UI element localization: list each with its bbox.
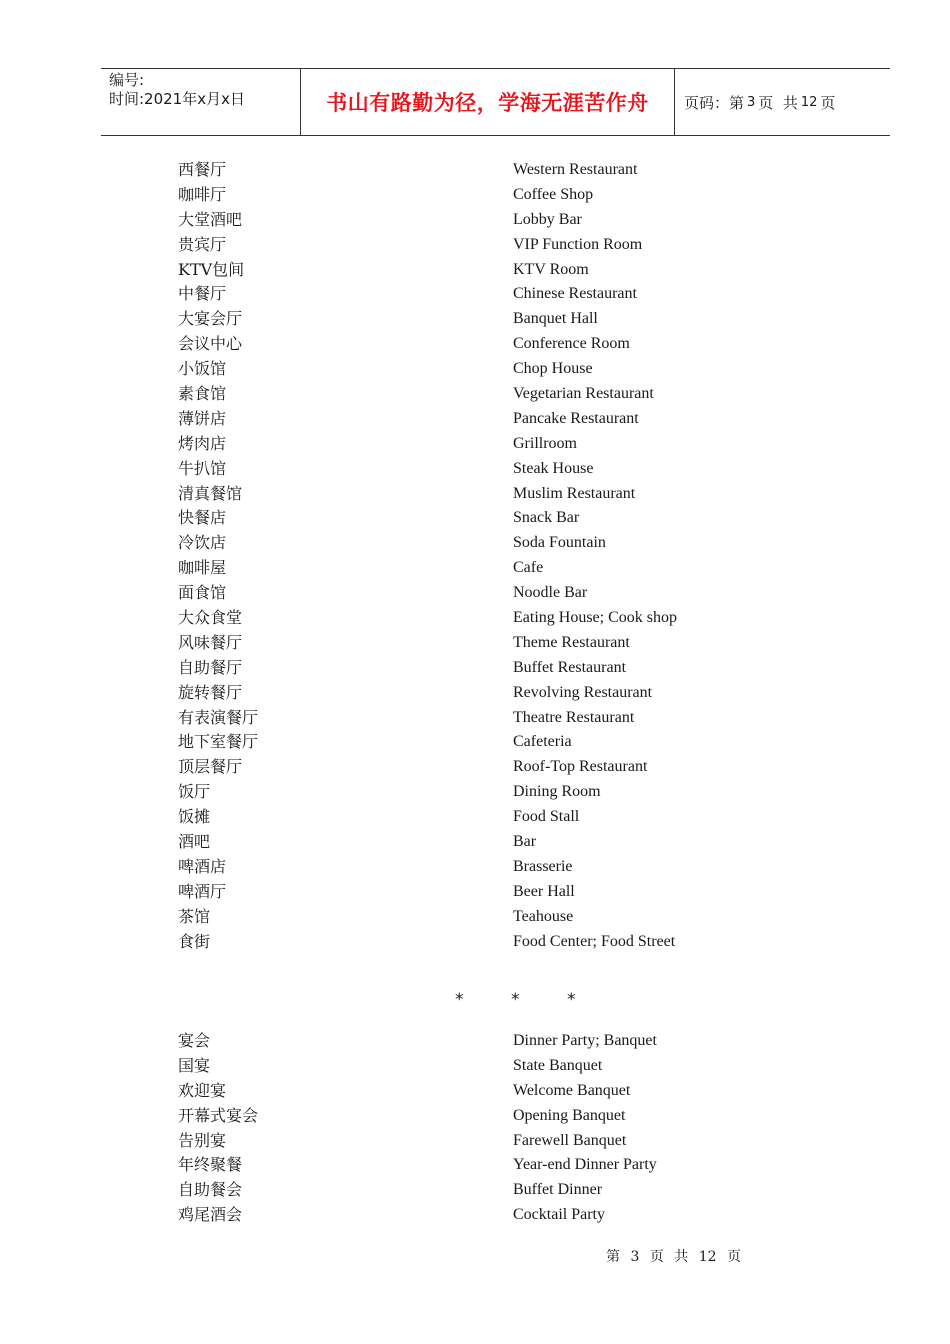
term-row [178, 407, 778, 432]
term-row [178, 258, 778, 283]
term-row [178, 1029, 778, 1054]
footer-current: 3 [630, 1249, 640, 1265]
term-english: Eating House; Cook shop [513, 609, 677, 627]
term-chinese: 西餐厅 [178, 160, 227, 179]
term-english: Coffee Shop [513, 185, 594, 203]
term-english: KTV Room [513, 260, 589, 278]
term-row [178, 307, 778, 332]
term-english: Western Restaurant [513, 161, 638, 178]
page-mid: 页 共 [758, 93, 798, 112]
footer-prefix: 第 [606, 1249, 620, 1265]
term-chinese: 顶层餐厅 [178, 757, 243, 777]
term-english: State Banquet [513, 1056, 603, 1074]
page-footer [604, 1246, 743, 1266]
term-row [178, 556, 778, 581]
term-row [178, 1054, 778, 1079]
term-chinese: 欢迎宴 [178, 1080, 227, 1100]
term-chinese: 饭厅 [178, 782, 211, 802]
term-chinese: 小饭馆 [178, 359, 227, 379]
term-row [178, 1203, 778, 1228]
header-page-info [675, 69, 890, 135]
term-english: Teahouse [513, 907, 574, 925]
term-chinese: 国宴 [178, 1055, 211, 1075]
term-english: Dinner Party; Banquet [513, 1032, 657, 1049]
page-suffix: 页 [820, 93, 836, 112]
term-english: Banquet Hall [513, 310, 598, 328]
term-row [178, 780, 778, 805]
term-row [178, 930, 778, 955]
term-english: Steak House [513, 459, 594, 477]
date-label: 时间:2021年x月x日 [109, 90, 245, 108]
term-english: Bar [513, 833, 537, 851]
term-row [178, 656, 778, 681]
term-chinese: 清真餐馆 [178, 483, 243, 503]
term-english: Chinese Restaurant [513, 285, 637, 303]
term-english: Theme Restaurant [513, 633, 630, 651]
separator-star: * [511, 990, 520, 1010]
term-english: Revolving Restaurant [513, 683, 653, 701]
term-row [178, 357, 778, 382]
term-row [178, 158, 778, 183]
term-english: Grillroom [513, 434, 577, 452]
term-english: Buffet Dinner [513, 1181, 603, 1199]
term-chinese: 酒吧 [178, 832, 211, 852]
term-english: Welcome Banquet [513, 1081, 631, 1099]
term-chinese: 薄饼店 [178, 408, 227, 428]
term-english: Farewell Banquet [513, 1131, 627, 1149]
term-chinese: 大堂酒吧 [178, 209, 243, 229]
term-chinese: 旋转餐厅 [178, 682, 243, 702]
term-english: Conference Room [513, 335, 630, 353]
term-chinese: 开幕式宴会 [178, 1105, 259, 1125]
term-chinese: 自助餐厅 [178, 657, 243, 677]
term-english: Food Center; Food Street [513, 932, 676, 950]
term-english: Soda Fountain [513, 534, 606, 552]
term-english: Lobby Bar [513, 210, 582, 228]
term-row [178, 631, 778, 656]
term-chinese: 饭摊 [178, 807, 211, 827]
term-row [178, 282, 778, 307]
term-chinese: 啤酒店 [178, 856, 227, 876]
term-chinese: 啤酒厅 [178, 881, 227, 901]
term-english: Opening Banquet [513, 1106, 626, 1124]
term-row [178, 1153, 778, 1178]
term-row [178, 332, 778, 357]
term-english: Cocktail Party [513, 1206, 605, 1224]
term-english: Noodle Bar [513, 584, 588, 602]
term-chinese: 自助餐会 [178, 1180, 243, 1200]
term-chinese: 面食馆 [178, 583, 227, 603]
serial-label: 编号: [109, 71, 145, 89]
page-current: 3 [747, 94, 756, 110]
page-prefix: 页码：第 [684, 93, 745, 112]
term-row [178, 482, 778, 507]
term-english: Buffet Restaurant [513, 658, 627, 676]
separator-star: * [455, 990, 464, 1010]
term-chinese: 茶馆 [178, 906, 211, 926]
term-row [178, 805, 778, 830]
term-row [178, 880, 778, 905]
term-chinese: 有表演餐厅 [178, 707, 259, 727]
term-english: Cafe [513, 559, 544, 577]
term-chinese: KTV包间 [178, 259, 245, 279]
term-row [178, 1178, 778, 1203]
venue-term-list [178, 158, 778, 955]
footer-mid2: 共 [674, 1249, 689, 1265]
term-row [178, 681, 778, 706]
term-row [178, 208, 778, 233]
term-english: Food Stall [513, 808, 580, 826]
term-row [178, 606, 778, 631]
term-chinese: 会议中心 [178, 334, 243, 354]
term-english: Snack Bar [513, 509, 580, 527]
term-row [178, 706, 778, 731]
term-english: Theatre Restaurant [513, 708, 635, 726]
term-chinese: 宴会 [178, 1031, 211, 1050]
term-row [178, 531, 778, 556]
term-chinese: 风味餐厅 [178, 632, 243, 652]
term-row [178, 457, 778, 482]
term-chinese: 咖啡屋 [178, 558, 227, 578]
term-english: Roof-Top Restaurant [513, 758, 648, 776]
term-chinese: 食街 [178, 931, 211, 951]
term-row [178, 905, 778, 930]
section-separator [455, 990, 623, 1010]
term-chinese: 地下室餐厅 [178, 732, 259, 752]
term-chinese: 中餐厅 [178, 284, 227, 304]
term-english: Year-end Dinner Party [513, 1156, 657, 1174]
term-chinese: 咖啡厅 [178, 184, 227, 204]
term-row [178, 432, 778, 457]
footer-mid1: 页 [649, 1249, 664, 1265]
header-meta [101, 69, 301, 135]
term-chinese: 牛扒馆 [178, 458, 227, 478]
term-row [178, 382, 778, 407]
term-row [178, 755, 778, 780]
term-row [178, 506, 778, 531]
term-row [178, 233, 778, 258]
separator-star: * [567, 990, 576, 1010]
page-total: 12 [800, 94, 818, 110]
term-row [178, 581, 778, 606]
term-english: Muslim Restaurant [513, 484, 636, 502]
term-chinese: 鸡尾酒会 [178, 1205, 243, 1225]
term-english: Brasserie [513, 857, 573, 875]
term-english: Dining Room [513, 783, 601, 801]
term-chinese: 冷饮店 [178, 533, 227, 553]
term-row [178, 1129, 778, 1154]
term-row [178, 855, 778, 880]
term-chinese: 素食馆 [178, 384, 227, 404]
term-chinese: 大宴会厅 [178, 309, 243, 329]
term-english: Chop House [513, 360, 593, 378]
term-row [178, 183, 778, 208]
term-chinese: 烤肉店 [178, 433, 227, 453]
term-chinese: 快餐店 [178, 508, 227, 528]
term-english: Vegetarian Restaurant [513, 385, 654, 403]
term-row [178, 1104, 778, 1129]
term-chinese: 贵宾厅 [178, 234, 227, 254]
footer-total: 12 [698, 1249, 717, 1265]
term-english: Beer Hall [513, 882, 575, 900]
footer-suffix: 页 [727, 1249, 742, 1265]
term-chinese: 告别宴 [178, 1130, 227, 1150]
page-header [101, 68, 890, 136]
term-english: Pancake Restaurant [513, 409, 639, 427]
term-chinese: 年终聚餐 [178, 1155, 243, 1175]
term-row [178, 1079, 778, 1104]
term-chinese: 大众食堂 [178, 608, 243, 628]
term-english: VIP Function Room [513, 235, 643, 253]
term-english: Cafeteria [513, 733, 572, 751]
term-row [178, 730, 778, 755]
header-motto: 书山有路勤为径，学海无涯苦作舟 [301, 69, 675, 135]
term-row [178, 830, 778, 855]
banquet-term-list [178, 1029, 778, 1228]
